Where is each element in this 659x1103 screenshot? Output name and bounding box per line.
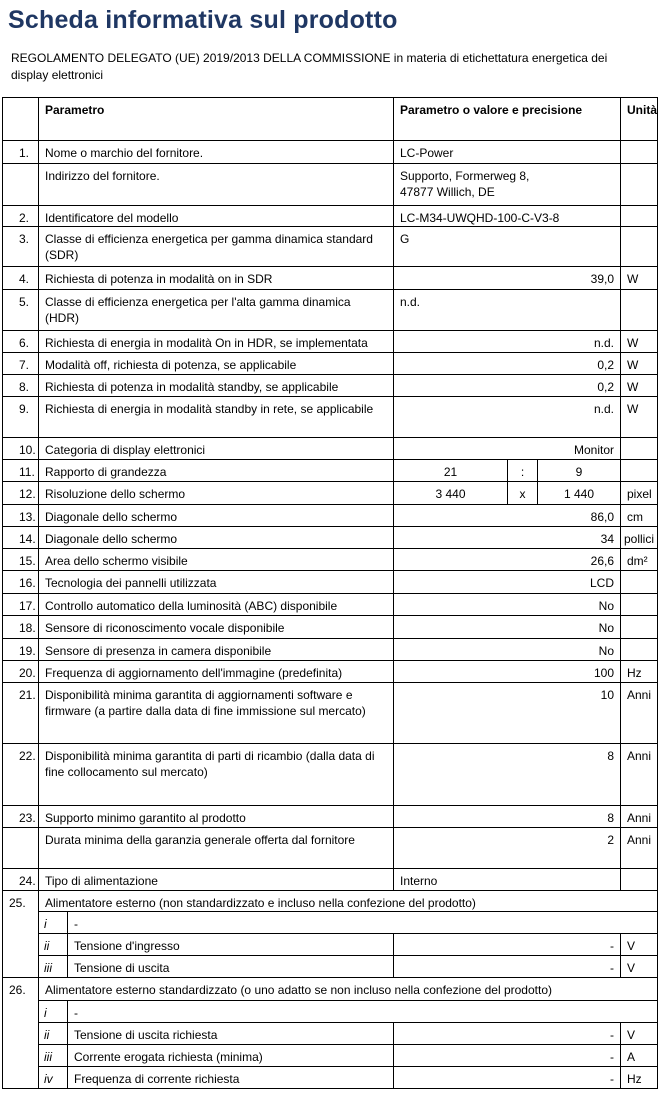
table-cell: 2. [3, 206, 39, 227]
table-cell: 86,0 [394, 505, 621, 527]
table-cell: Tecnologia dei pannelli utilizzata [39, 571, 394, 594]
table-cell: x [508, 482, 538, 505]
table-cell: Disponibilità minima garantita di aggiornamenti software e firmware (a partire dalla data di fine immissione sul mercato) [39, 683, 394, 744]
table-cell [621, 616, 658, 639]
table-row [3, 616, 658, 639]
table-row [3, 571, 658, 594]
table-cell: 21. [3, 683, 39, 744]
table-cell: Risoluzione dello schermo [39, 482, 394, 505]
table-row [3, 438, 658, 460]
table-cell: Richiesta di potenza in modalità on in SDR [39, 267, 394, 290]
table-cell: - [68, 1001, 658, 1023]
table-cell: 39,0 [394, 267, 621, 290]
header-row [3, 98, 658, 141]
table-cell: cm [621, 505, 658, 527]
table-cell: Frequenza di aggiornamento dell'immagine (predefinita) [39, 661, 394, 683]
header-unit: Unità [621, 98, 658, 141]
table-cell: 6. [3, 331, 39, 353]
table-cell: 8. [3, 375, 39, 397]
table-cell: 12. [3, 482, 39, 505]
table-cell: Alimentatore esterno standardizzato (o uno adatto se non incluso nella confezione del prodotto) [39, 978, 658, 1001]
header-parameter: Parametro [39, 98, 394, 141]
table-cell: - [394, 1023, 621, 1045]
sub-row [3, 1045, 658, 1067]
table-cell [621, 460, 658, 482]
table-cell: V [621, 956, 658, 978]
table-cell: Rapporto di grandezza [39, 460, 394, 482]
table-cell: i [39, 1001, 68, 1023]
table-cell: 18. [3, 616, 39, 639]
table-cell: 11. [3, 460, 39, 482]
table-cell: Sensore di presenza in camera disponibile [39, 639, 394, 661]
table-cell: 7. [3, 353, 39, 375]
table-cell: iv [39, 1067, 68, 1089]
table-cell: 9 [538, 460, 621, 482]
table-cell: 1. [3, 141, 39, 164]
table-cell: 13. [3, 505, 39, 527]
table-row [3, 806, 658, 828]
table-row [3, 290, 658, 331]
table-cell: 19. [3, 639, 39, 661]
page-title: Scheda informativa sul prodotto [8, 6, 398, 34]
table-cell: W [621, 397, 658, 438]
table-cell: 15. [3, 549, 39, 571]
table-cell [621, 438, 658, 460]
table-cell: 0,2 [394, 353, 621, 375]
table-cell: 26. [3, 978, 39, 1089]
table-cell: Anni [621, 683, 658, 744]
table-cell: Alimentatore esterno (non standardizzato e incluso nella confezione del prodotto) [39, 891, 658, 912]
table-cell: Supporto minimo garantito al prodotto [39, 806, 394, 828]
table-cell [3, 828, 39, 869]
table-cell [621, 164, 658, 206]
table-cell: 1 440 [538, 482, 621, 505]
table-cell: 14. [3, 527, 39, 549]
table-row [3, 639, 658, 661]
table-row [3, 505, 658, 527]
table-cell: pixel [621, 482, 658, 505]
table-cell: Durata minima della garanzia generale offerta dal fornitore [39, 828, 394, 869]
table-cell: 9. [3, 397, 39, 438]
table-cell: V [621, 1023, 658, 1045]
sub-row [3, 912, 658, 934]
table-cell: 25. [3, 891, 39, 978]
table-cell: - [394, 1067, 621, 1089]
table-cell: Disponibilità minima garantita di parti di ricambio (dalla data di fine collocamento sul mercato) [39, 744, 394, 806]
table-cell: Corrente erogata richiesta (minima) [68, 1045, 394, 1067]
table-cell: LC-M34-UWQHD-100-C-V3-8 [394, 206, 621, 227]
table-cell: ii [39, 1023, 68, 1045]
table-cell: Anni [621, 806, 658, 828]
table-cell: LCD [394, 571, 621, 594]
table-cell: : [508, 460, 538, 482]
section-row [3, 891, 658, 912]
sub-row [3, 1001, 658, 1023]
table-row [3, 141, 658, 164]
table-cell [3, 164, 39, 206]
header-value: Parametro o valore e precisione [394, 98, 621, 141]
table-cell: A [621, 1045, 658, 1067]
table-row [3, 869, 658, 891]
table-cell: Hz [621, 661, 658, 683]
table-cell: W [621, 267, 658, 290]
table-cell: V [621, 934, 658, 956]
table-cell: Controllo automatico della luminosità (ABC) disponibile [39, 594, 394, 616]
table-cell: No [394, 616, 621, 639]
sub-row [3, 934, 658, 956]
table-cell [621, 290, 658, 331]
table-row [3, 164, 658, 206]
table-cell [621, 141, 658, 164]
table-cell: 3. [3, 227, 39, 267]
table-cell [621, 571, 658, 594]
table-cell: Indirizzo del fornitore. [39, 164, 394, 206]
table-cell: Richiesta di energia in modalità standby in rete, se applicabile [39, 397, 394, 438]
table-row [3, 527, 658, 549]
table-row [3, 661, 658, 683]
regulation-subtitle: REGOLAMENTO DELEGATO (UE) 2019/2013 DELLA COMMISSIONE in materia di etichettatura energetica dei display elettronici [11, 51, 608, 82]
table-cell: Interno [394, 869, 621, 891]
table-cell: 3 440 [394, 482, 508, 505]
table-row [3, 549, 658, 571]
sub-row [3, 1023, 658, 1045]
table-row [3, 744, 658, 806]
table-cell: 26,6 [394, 549, 621, 571]
table-cell: 2 [394, 828, 621, 869]
table-cell [621, 206, 658, 227]
table-row [3, 227, 658, 267]
table-cell: - [394, 1045, 621, 1067]
table-row [3, 206, 658, 227]
table-cell: No [394, 639, 621, 661]
table-cell: W [621, 375, 658, 397]
table-cell: 100 [394, 661, 621, 683]
table-row [3, 828, 658, 869]
table-cell: W [621, 331, 658, 353]
table-cell [621, 594, 658, 616]
table-cell: 34 [394, 527, 621, 549]
table-cell: Nome o marchio del fornitore. [39, 141, 394, 164]
table-cell: n.d. [394, 331, 621, 353]
table-cell: - [394, 956, 621, 978]
table-cell: 0,2 [394, 375, 621, 397]
table-cell: iii [39, 1045, 68, 1067]
table-row [3, 482, 658, 505]
table-cell: iii [39, 956, 68, 978]
table-row [3, 331, 658, 353]
table-cell: 22. [3, 744, 39, 806]
table-cell: Tensione d'ingresso [68, 934, 394, 956]
table-cell: ii [39, 934, 68, 956]
table-cell: n.d. [394, 290, 621, 331]
table-cell: 8 [394, 806, 621, 828]
table-cell [621, 639, 658, 661]
table-cell: Monitor [394, 438, 621, 460]
table-cell: 8 [394, 744, 621, 806]
table-row [3, 460, 658, 482]
table-cell: 24. [3, 869, 39, 891]
product-info-table [2, 97, 658, 1089]
table-cell: Tensione di uscita richiesta [68, 1023, 394, 1045]
table-cell: Modalità off, richiesta di potenza, se applicabile [39, 353, 394, 375]
table-cell: n.d. [394, 397, 621, 438]
table-row [3, 375, 658, 397]
table-cell: 17. [3, 594, 39, 616]
table-cell: LC-Power [394, 141, 621, 164]
table-cell: 10. [3, 438, 39, 460]
table-row [3, 683, 658, 744]
table-cell: pollici [621, 527, 658, 549]
table-cell: Hz [621, 1067, 658, 1089]
sub-row [3, 956, 658, 978]
table-cell: 10 [394, 683, 621, 744]
table-cell: i [39, 912, 68, 934]
table-cell: dm² [621, 549, 658, 571]
table-row [3, 594, 658, 616]
table-cell: 4. [3, 267, 39, 290]
table-cell: Anni [621, 828, 658, 869]
table-cell: G [394, 227, 621, 267]
table-cell: 16. [3, 571, 39, 594]
sub-row [3, 1067, 658, 1089]
table-cell: - [68, 912, 658, 934]
table-cell: Tensione di uscita [68, 956, 394, 978]
table-cell: Diagonale dello schermo [39, 527, 394, 549]
table-cell: Categoria di display elettronici [39, 438, 394, 460]
table-cell: Tipo di alimentazione [39, 869, 394, 891]
table-cell: Sensore di riconoscimento vocale disponibile [39, 616, 394, 639]
table-cell: Diagonale dello schermo [39, 505, 394, 527]
table-cell: Richiesta di potenza in modalità standby, se applicabile [39, 375, 394, 397]
table-cell: 20. [3, 661, 39, 683]
table-cell [621, 869, 658, 891]
table-cell: Richiesta di energia in modalità On in HDR, se implementata [39, 331, 394, 353]
table-row [3, 267, 658, 290]
table-cell [3, 98, 39, 141]
section-row [3, 978, 658, 1001]
table-cell: Frequenza di corrente richiesta [68, 1067, 394, 1089]
table-cell [621, 227, 658, 267]
table-cell: 5. [3, 290, 39, 331]
table-cell: Supporto, Formerweg 8, 47877 Willich, DE [394, 164, 621, 206]
table-cell: Anni [621, 744, 658, 806]
table-row [3, 353, 658, 375]
table-cell: W [621, 353, 658, 375]
table-cell: No [394, 594, 621, 616]
table-row [3, 397, 658, 438]
table-cell: Identificatore del modello [39, 206, 394, 227]
table-cell: Classe di efficienza energetica per l'alta gamma dinamica (HDR) [39, 290, 394, 331]
table-cell: 21 [394, 460, 508, 482]
table-cell: - [394, 934, 621, 956]
table-cell: 23. [3, 806, 39, 828]
table-cell: Area dello schermo visibile [39, 549, 394, 571]
table-cell: Classe di efficienza energetica per gamma dinamica standard (SDR) [39, 227, 394, 267]
